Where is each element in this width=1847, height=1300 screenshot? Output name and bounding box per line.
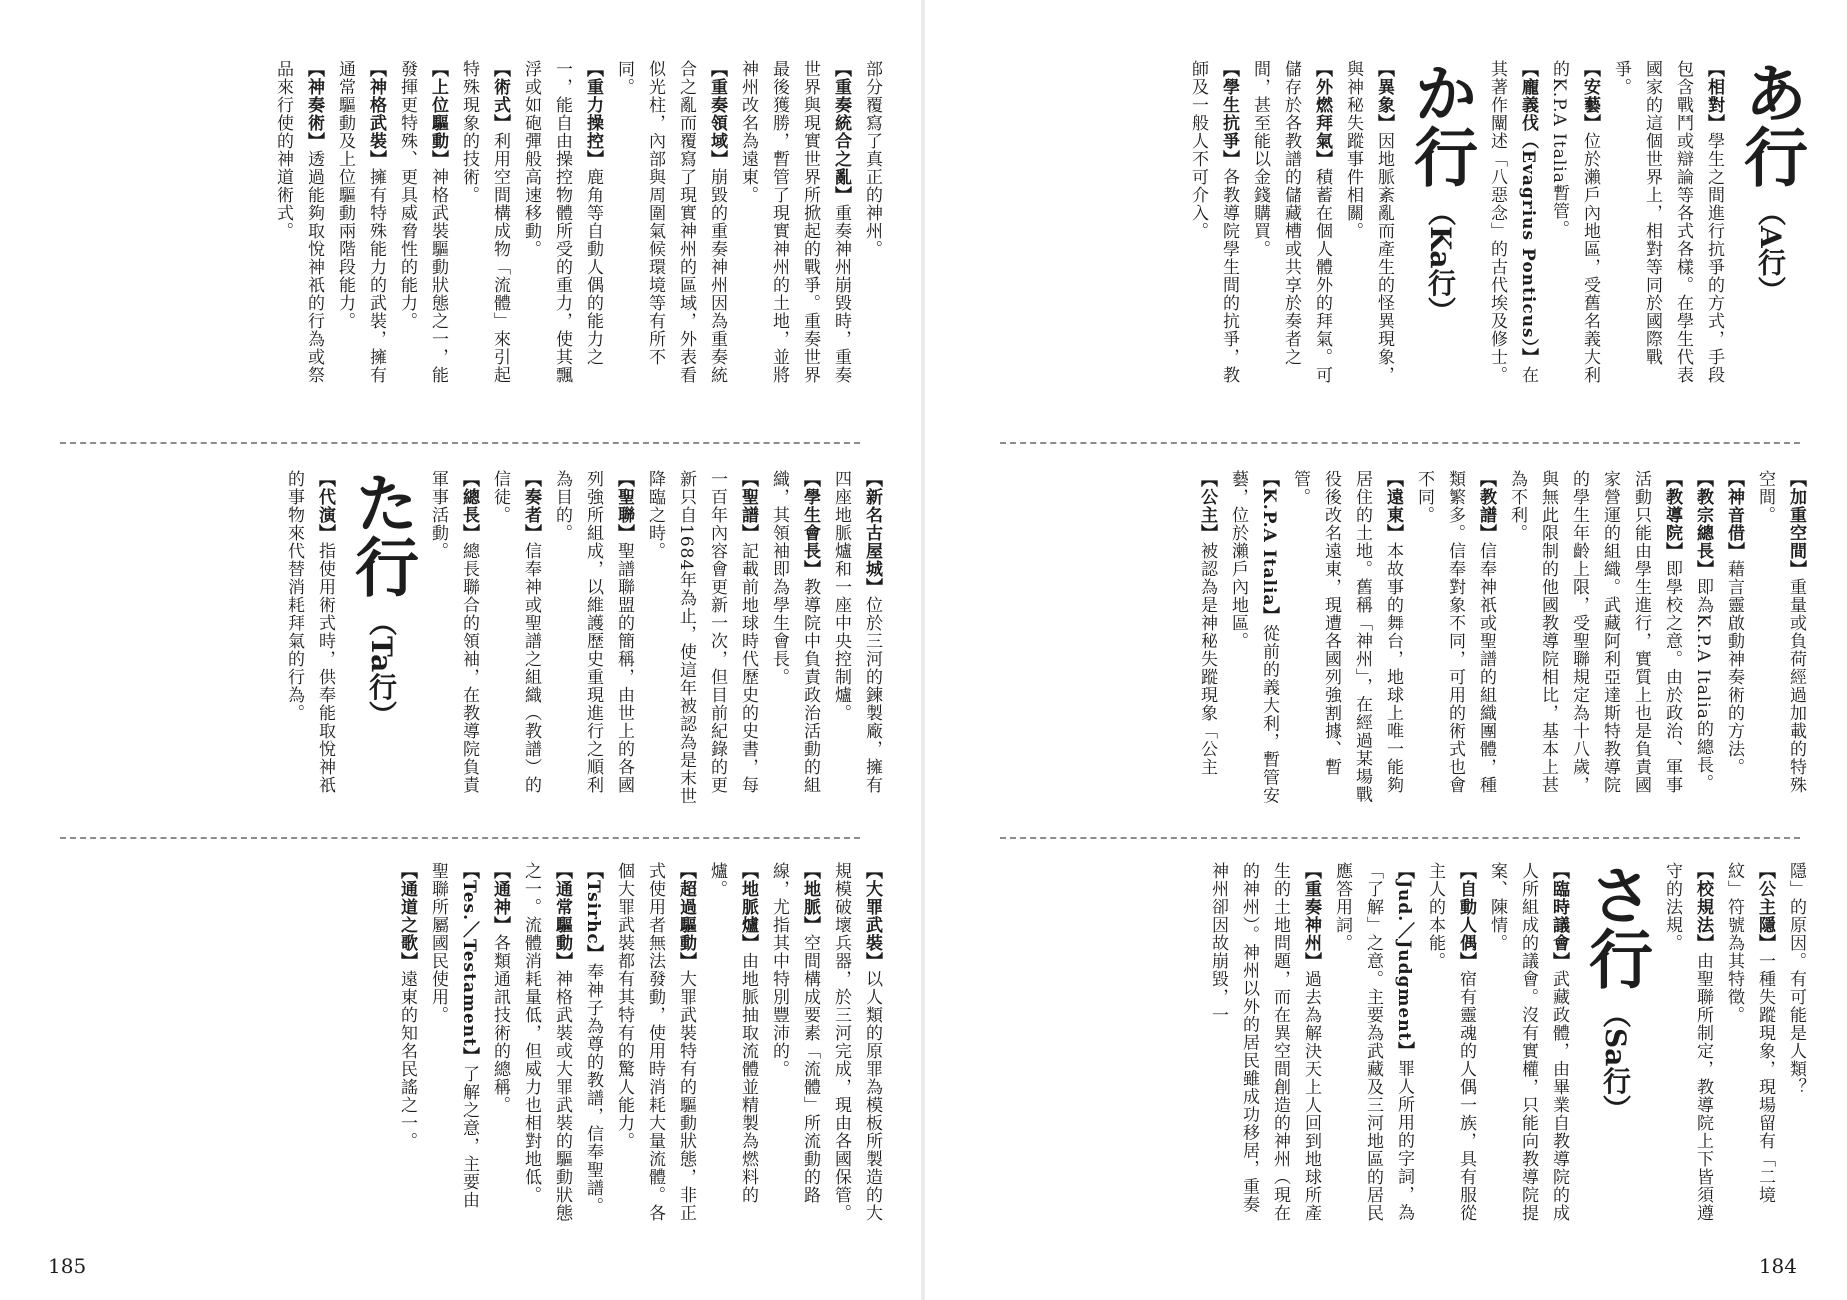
glossary-entry bbox=[422, 470, 484, 810]
glossary-definition: 教導院中負責政治活動的組織，其領袖即為學生會長。 bbox=[769, 470, 820, 794]
glossary-definition: 部分覆寫了真正的神州。 bbox=[862, 60, 882, 258]
section-romanization: （Sa行） bbox=[1599, 1000, 1632, 1123]
glossary-entry bbox=[453, 60, 515, 390]
glossary-entry bbox=[1191, 470, 1222, 776]
glossary-definition: 信奉神或聖譜之組織（教譜）的信徒。 bbox=[490, 470, 541, 794]
glossary-definition: 位於三河的鍊製廠，擁有四座地脈爐和一座中央控制爐。 bbox=[831, 470, 882, 794]
glossary-definition: 利用空間構成物「流體」來引起特殊現象的技術。 bbox=[459, 60, 510, 384]
section-kana: あ行 bbox=[1733, 60, 1808, 188]
glossary-definition: 記載前地球時代歷史的史書，每一百年內容會更新一次，但目前紀錄的更新只自1684年為止，使這年被認為是末世降臨之時。 bbox=[645, 470, 758, 806]
glossary-term: 【教導院】 bbox=[1662, 470, 1682, 560]
section-heading bbox=[1403, 60, 1478, 325]
glossary-term: 【神格武裝】 bbox=[366, 60, 386, 168]
glossary-definition: 神格武裝或大罪武裝的驅動狀態之一。流體消耗量低，但威力也相對地低。 bbox=[521, 862, 572, 1222]
glossary-definition: 學生之間進行抗爭的方式，手段包含戰鬥或辯論等各式各樣。在學生代表國家的這個世界上，相對等同於國際戰爭。 bbox=[1611, 60, 1724, 384]
glossary-definition: 指使用術式時，供奉能取悅神祇的事物來代替消耗拜氣的行為。 bbox=[284, 470, 335, 794]
glossary-definition: 鹿角等自動人偶的能力之一，能自由操控物體所受的重力，使其飄浮或如砲彈般高速移動。 bbox=[521, 60, 603, 384]
glossary-definition: 藉言靈啟動神奏術的方法。 bbox=[1724, 560, 1744, 776]
glossary-definition: 宿有靈魂的人偶一族，具有服從主人的本能。 bbox=[1425, 862, 1476, 1222]
glossary-term: 【異象】 bbox=[1374, 60, 1394, 132]
glossary-term: 【通常驅動】 bbox=[552, 862, 572, 970]
page-number-left: 185 bbox=[48, 1254, 87, 1278]
glossary-definition: 崩毀的重奏神州因為重奏統合之亂而覆寫了現實神州的區域，外表看似光柱，內部與周圍氣候環境等有所不同。 bbox=[614, 60, 727, 384]
glossary-term: 【安藝】 bbox=[1580, 60, 1600, 132]
right-page bbox=[924, 0, 1847, 1300]
glossary-entry bbox=[515, 862, 577, 1222]
glossary-entry bbox=[608, 862, 701, 1222]
glossary-entry bbox=[1408, 470, 1501, 810]
glossary-term: 【外燃拜氣】 bbox=[1312, 60, 1332, 168]
glossary-entry bbox=[484, 862, 515, 1114]
glossary-entry bbox=[1687, 470, 1718, 792]
glossary-entry bbox=[1244, 60, 1337, 390]
glossary-entry bbox=[1543, 60, 1605, 390]
glossary-entry bbox=[1337, 60, 1399, 390]
glossary-term: 【公主】 bbox=[1197, 470, 1217, 542]
section-kana: た行 bbox=[344, 470, 419, 598]
glossary-term: 【神音借】 bbox=[1724, 470, 1744, 560]
glossary-entry bbox=[1284, 470, 1408, 810]
glossary-term: 【奏者】 bbox=[521, 470, 541, 542]
glossary-entry bbox=[278, 470, 340, 810]
section-heading bbox=[1733, 60, 1808, 304]
left-page bbox=[0, 0, 923, 1300]
glossary-definition: 武藏政體，由畢業自教導院的成人所組成的議會。沒有實權，只能向教導院提案、陳情。 bbox=[1487, 862, 1569, 1222]
glossary-term: 【重奏領域】 bbox=[707, 60, 727, 168]
left-divider-2 bbox=[60, 837, 860, 839]
section-romanization: （A行） bbox=[1754, 198, 1787, 304]
glossary-term: 【重力操控】 bbox=[583, 60, 603, 168]
glossary-term: 【聖譜】 bbox=[738, 470, 758, 542]
glossary-definition: 即為K.P.A Italia的總長。 bbox=[1693, 578, 1713, 792]
section-kana: か行 bbox=[1403, 60, 1478, 188]
glossary-entry bbox=[856, 60, 887, 258]
glossary-term: 【自動人偶】 bbox=[1456, 862, 1476, 970]
glossary-entry bbox=[1222, 470, 1284, 810]
glossary-term: 【臨時議會】 bbox=[1549, 862, 1569, 970]
glossary-entry bbox=[825, 470, 887, 810]
glossary-definition: 各類通訊技術的總稱。 bbox=[490, 934, 510, 1114]
glossary-entry bbox=[825, 862, 887, 1222]
glossary-term: 【K.P.A Italia】 bbox=[1259, 470, 1279, 625]
left-band-2 bbox=[47, 470, 887, 810]
section-heading bbox=[1578, 862, 1653, 1123]
glossary-term: 【神奏術】 bbox=[304, 60, 324, 150]
glossary-term: 【相對】 bbox=[1704, 60, 1724, 132]
glossary-entry bbox=[577, 862, 608, 1215]
glossary-term: 【學生會長】 bbox=[800, 470, 820, 578]
glossary-definition: 奉神子為尊的教譜，信奉聖譜。 bbox=[583, 962, 603, 1215]
glossary-term: 【新名古屋城】 bbox=[862, 470, 882, 596]
glossary-term: 【上位驅動】 bbox=[428, 60, 448, 168]
glossary-definition: 大罪武裝特有的驅動狀態，非正式使用者無法發動，使用時消耗大量流體。各個大罪武裝都有其特有的驚人能力。 bbox=[614, 862, 696, 1222]
glossary-entry bbox=[732, 60, 856, 390]
left-band-1 bbox=[47, 60, 887, 390]
right-divider-1 bbox=[1000, 442, 1800, 444]
glossary-definition: 本故事的舞台，地球上唯一能夠居住的土地。舊稱「神州」，在經過某場戰役後改名遠東，現遭各國列強割據、暫管。 bbox=[1290, 470, 1403, 804]
glossary-definition: 即學校之意。由於政治、軍事活動只能由學生進行，實質上也是負責國家營運的組織。武藏阿利亞達斯特教導院的學生年齡上限，受聖聯規定為十八歲，與無此限制的他國教導院相比，基本上甚為不利。 bbox=[1507, 470, 1682, 794]
glossary-definition: 信奉神祇或聖譜的組織團體，種類繁多。信奉對象不同，可用的術式也會不同。 bbox=[1414, 470, 1496, 794]
glossary-term: 【重奏統合之亂】 bbox=[831, 60, 851, 204]
glossary-entry bbox=[1182, 60, 1244, 390]
glossary-entry bbox=[1481, 60, 1543, 390]
glossary-entry bbox=[639, 470, 763, 810]
glossary-definition: 由聖聯所制定，教導院上下皆須遵守的法規。 bbox=[1662, 862, 1713, 1222]
glossary-term: 【通道之歌】 bbox=[397, 862, 417, 970]
glossary-definition: 總長聯合的領袖，在教導院負責軍事活動。 bbox=[428, 470, 479, 794]
right-band-1 bbox=[951, 60, 1811, 390]
glossary-term: 【大罪武裝】 bbox=[862, 862, 882, 970]
glossary-entry bbox=[1605, 60, 1729, 390]
glossary-definition: 因地脈紊亂而產生的怪異現象，與神秘失蹤事件相關。 bbox=[1343, 60, 1394, 384]
glossary-definition: 聖譜聯盟的簡稱，由世上的各國列強所組成，以維護歷史重現進行之順利為目的。 bbox=[552, 470, 634, 794]
glossary-definition: 重奏神州崩毀時，重奏世界與現實世界所掀起的戰爭。重奏世界最後獲勝，暫管了現實神州的土地，並將神州改名為遠東。 bbox=[738, 60, 851, 384]
glossary-entry bbox=[763, 862, 825, 1222]
glossary-definition: 在其著作闡述「八惡念」的古代埃及修士。 bbox=[1487, 60, 1538, 385]
glossary-term: 【公主隱】 bbox=[1755, 862, 1775, 952]
glossary-term: 【遠東】 bbox=[1383, 470, 1403, 542]
glossary-entry bbox=[763, 470, 825, 810]
glossary-entry bbox=[546, 470, 639, 810]
glossary-definition: 罪人所用的字詞，為「了解」之意。主要為武藏及三河地區的居民應答用詞。 bbox=[1332, 862, 1414, 1222]
glossary-definition: 了解之意，主要由聖聯所屬國民使用。 bbox=[428, 862, 479, 1209]
glossary-entry bbox=[1718, 470, 1749, 776]
glossary-term: 【學生抗爭】 bbox=[1219, 60, 1239, 168]
section-romanization: （Ta行） bbox=[365, 608, 398, 729]
glossary-entry bbox=[1749, 470, 1811, 810]
glossary-entry bbox=[484, 470, 546, 810]
glossary-term: 【聖聯】 bbox=[614, 470, 634, 542]
glossary-entry bbox=[1780, 862, 1811, 1096]
glossary-term: 【Tsirhc】 bbox=[583, 862, 603, 963]
glossary-term: 【龐義伐（Evagrius Ponticus）】 bbox=[1518, 60, 1538, 367]
section-kana: さ行 bbox=[1578, 862, 1653, 990]
glossary-entry bbox=[329, 60, 391, 390]
glossary-entry bbox=[391, 60, 453, 390]
glossary-definition: 擁有特殊能力的武裝，擁有通常驅動及上位驅動兩階段能力。 bbox=[335, 60, 386, 384]
section-heading bbox=[344, 470, 419, 729]
glossary-entry bbox=[1481, 862, 1574, 1222]
left-divider-1 bbox=[60, 442, 860, 444]
glossary-definition: 一種失蹤現象，現場留有「二境紋」符號為其特徵。 bbox=[1724, 862, 1775, 1204]
right-band-3 bbox=[951, 862, 1811, 1222]
glossary-entry bbox=[1718, 862, 1780, 1222]
glossary-definition: 積蓄在個人體外的拜氣。可儲存於各教譜的儲藏槽或共享於奏者之間，甚至能以金錢購買。 bbox=[1250, 60, 1332, 384]
left-band-3 bbox=[47, 862, 887, 1222]
glossary-entry bbox=[701, 862, 763, 1222]
glossary-definition: 被認為是神秘失蹤現象「公主 bbox=[1197, 542, 1217, 776]
glossary-term: 【地脈爐】 bbox=[738, 862, 758, 952]
glossary-term: 【Jud.／Judgment】 bbox=[1394, 862, 1414, 1060]
glossary-entry bbox=[1326, 862, 1419, 1222]
glossary-definition: 重量或負荷經過加載的特殊空間。 bbox=[1755, 470, 1806, 794]
glossary-definition: 由地脈抽取流體並精製為燃料的爐。 bbox=[707, 862, 758, 1204]
glossary-definition: 以人類的原罪為模板所製造的大規模破壞兵器，於三河完成，現由各國保管。 bbox=[831, 862, 882, 1222]
glossary-term: 【加重空間】 bbox=[1786, 470, 1806, 578]
glossary-term: 【總長】 bbox=[459, 470, 479, 542]
glossary-term: 【Tes.／Testament】 bbox=[459, 862, 479, 1065]
glossary-term: 【代演】 bbox=[315, 470, 335, 542]
right-band-2 bbox=[951, 470, 1811, 810]
glossary-term: 【教譜】 bbox=[1476, 470, 1496, 542]
glossary-entry bbox=[391, 862, 422, 1150]
glossary-entry bbox=[267, 60, 329, 390]
glossary-term: 【校規法】 bbox=[1693, 862, 1713, 952]
glossary-entry bbox=[608, 60, 732, 390]
right-divider-2 bbox=[1000, 837, 1800, 839]
glossary-term: 【術式】 bbox=[490, 60, 510, 132]
glossary-entry bbox=[515, 60, 608, 390]
glossary-entry bbox=[1501, 470, 1687, 810]
glossary-term: 【通神】 bbox=[490, 862, 510, 934]
glossary-definition: 位於瀨戶內地區，受舊名義大利的K.P.A Italia暫管。 bbox=[1549, 60, 1600, 384]
glossary-term: 【超過驅動】 bbox=[676, 862, 696, 970]
glossary-term: 【教宗總長】 bbox=[1693, 470, 1713, 578]
glossary-definition: 過去為解決天上人回到地球所產生的土地問題，而在異空間創造的神州（現在的神州）。神州以外的居民雖成功移居，重奏神州卻因故崩毀，一 bbox=[1208, 862, 1321, 1222]
glossary-definition: 隱」的原因。有可能是人類？ bbox=[1786, 862, 1806, 1096]
glossary-definition: 從前的義大利，暫管安藝，位於瀨戶內地區。 bbox=[1228, 470, 1279, 805]
glossary-definition: 各教導院學生間的抗爭，教師及一般人不可介入。 bbox=[1188, 60, 1239, 384]
glossary-entry bbox=[422, 862, 484, 1222]
glossary-term: 【地脈】 bbox=[800, 862, 820, 934]
glossary-definition: 空間構成要素「流體」所流動的路線，尤指其中特別豐沛的。 bbox=[769, 862, 820, 1204]
glossary-entry bbox=[1656, 862, 1718, 1222]
glossary-term: 【重奏神州】 bbox=[1301, 862, 1321, 970]
page-number-right: 184 bbox=[1758, 1254, 1797, 1278]
glossary-definition: 透過能夠取悅神祇的行為或祭品來行使的神道術式。 bbox=[273, 60, 324, 384]
glossary-definition: 遠東的知名民謠之一。 bbox=[397, 970, 417, 1150]
glossary-entry bbox=[1202, 862, 1326, 1222]
glossary-entry bbox=[1419, 862, 1481, 1222]
section-romanization: （Ka行） bbox=[1424, 198, 1457, 325]
glossary-definition: 神格武裝驅動狀態之一，能發揮更特殊、更具威脅性的能力。 bbox=[397, 60, 448, 384]
